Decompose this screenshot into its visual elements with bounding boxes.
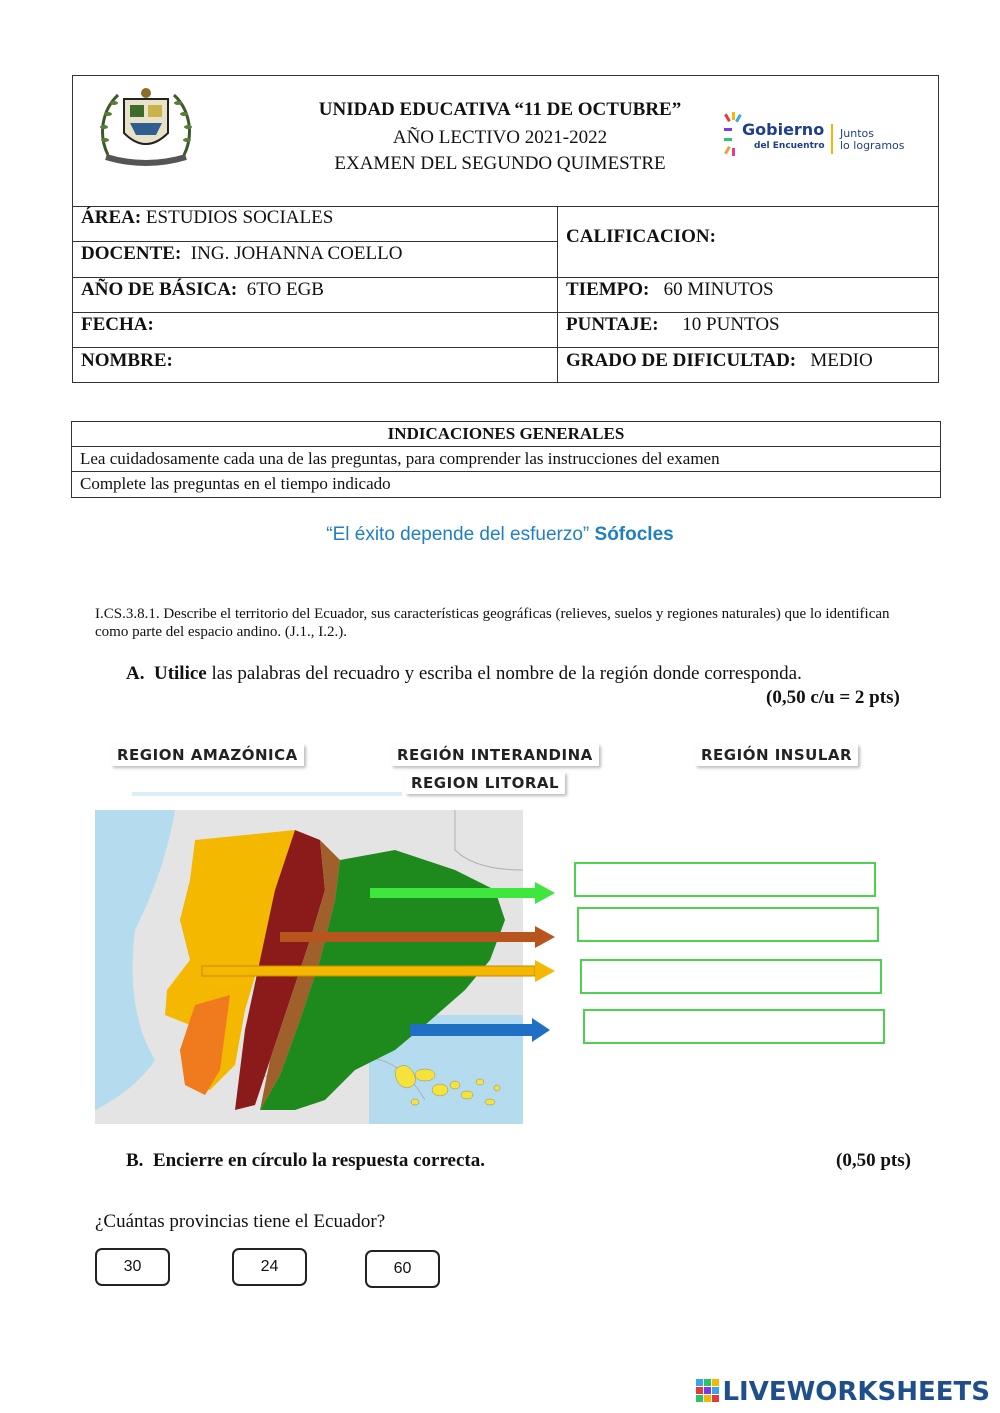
grid-line — [72, 241, 557, 242]
option-24[interactable]: 24 — [232, 1248, 307, 1286]
option-30[interactable]: 30 — [95, 1248, 170, 1286]
section-a-points: (0,50 c/u = 2 pts) — [766, 687, 900, 708]
section-a-instruction: A. Utilice las palabras del recuadro y escriba el nombre de la región donde corresponda. — [126, 663, 802, 684]
arrow-insular — [410, 1018, 550, 1042]
exam-title: EXAMEN DEL SEGUNDO QUIMESTRE — [334, 153, 666, 174]
nombre-field[interactable]: NOMBRE: — [81, 350, 173, 371]
school-name: UNIDAD EDUCATIVA “11 DE OCTUBRE” — [318, 99, 682, 120]
grid-line — [71, 471, 941, 472]
section-b-instruction: B. Encierre en círculo la respuesta correcta. — [126, 1150, 485, 1171]
arrow-amazonica — [370, 882, 555, 904]
grid-line — [72, 312, 939, 313]
arrow-litoral — [202, 960, 555, 982]
government-logo — [724, 110, 924, 160]
grid-line — [72, 347, 939, 348]
area-field: ÁREA: ESTUDIOS SOCIALES — [81, 207, 334, 228]
motivational-quote: “El éxito depende del esfuerzo” Sófocles — [326, 524, 674, 545]
arrow-interandina — [280, 926, 555, 948]
gov-logo-main: Gobierno — [742, 120, 825, 139]
option-60[interactable]: 60 — [365, 1250, 440, 1288]
gov-slogan: Juntos lo logramos — [840, 127, 905, 152]
liveworksheets-icon — [696, 1379, 720, 1403]
provinces-question: ¿Cuántas provincias tiene el Ecuador? — [95, 1211, 386, 1232]
liveworksheets-logo: LIVEWORKSHEETS — [696, 1377, 990, 1407]
word-insular[interactable]: REGIÓN INSULAR — [695, 744, 858, 766]
grid-line — [557, 206, 558, 383]
section-b-points: (0,50 pts) — [836, 1150, 911, 1171]
answer-box-insular[interactable] — [583, 1009, 885, 1044]
docente-field: DOCENTE: ING. JOHANNA COELLO — [81, 243, 403, 264]
school-year: AÑO LECTIVO 2021-2022 — [392, 127, 608, 148]
answer-box-interandina[interactable] — [577, 907, 879, 942]
puntaje-field: PUNTAJE: 10 PUNTOS — [566, 314, 780, 335]
answer-box-litoral[interactable] — [580, 959, 882, 994]
calificacion-field: CALIFICACION: — [566, 226, 716, 247]
map-arrows — [200, 878, 560, 1048]
decorative-bar — [132, 792, 402, 796]
fecha-field[interactable]: FECHA: — [81, 314, 154, 335]
learning-indicator: I.CS.3.8.1. Describe el territorio del Ecuador, sus características geográficas (relieves, suelos y regiones naturales) que lo identifican como parte del espacio andino. (J.1., I.2.). — [95, 606, 890, 640]
tiempo-field: TIEMPO: 60 MINUTOS — [566, 279, 774, 300]
anio-basica-field: AÑO DE BÁSICA: 6TO EGB — [81, 279, 324, 300]
answer-box-amazonica[interactable] — [574, 862, 876, 897]
gov-logo-sub: del Encuentro — [754, 141, 825, 151]
indicacion-row: Complete las preguntas en el tiempo indicado — [80, 474, 391, 493]
quote-author: Sófocles — [594, 524, 674, 545]
grid-line — [72, 277, 939, 278]
logo-divider — [831, 124, 833, 154]
word-amazonica[interactable]: REGION AMAZÓNICA — [111, 744, 304, 766]
word-litoral[interactable]: REGION LITORAL — [405, 772, 565, 794]
indicaciones-title: INDICACIONES GENERALES — [387, 424, 625, 443]
sunburst-icon — [724, 112, 742, 156]
word-interandina[interactable]: REGIÓN INTERANDINA — [391, 744, 599, 766]
grado-dificultad-field: GRADO DE DIFICULTAD: MEDIO — [566, 350, 873, 371]
grid-line — [71, 446, 941, 447]
indicacion-row: Lea cuidadosamente cada una de las preguntas, para comprender las instrucciones del examen — [80, 449, 720, 468]
